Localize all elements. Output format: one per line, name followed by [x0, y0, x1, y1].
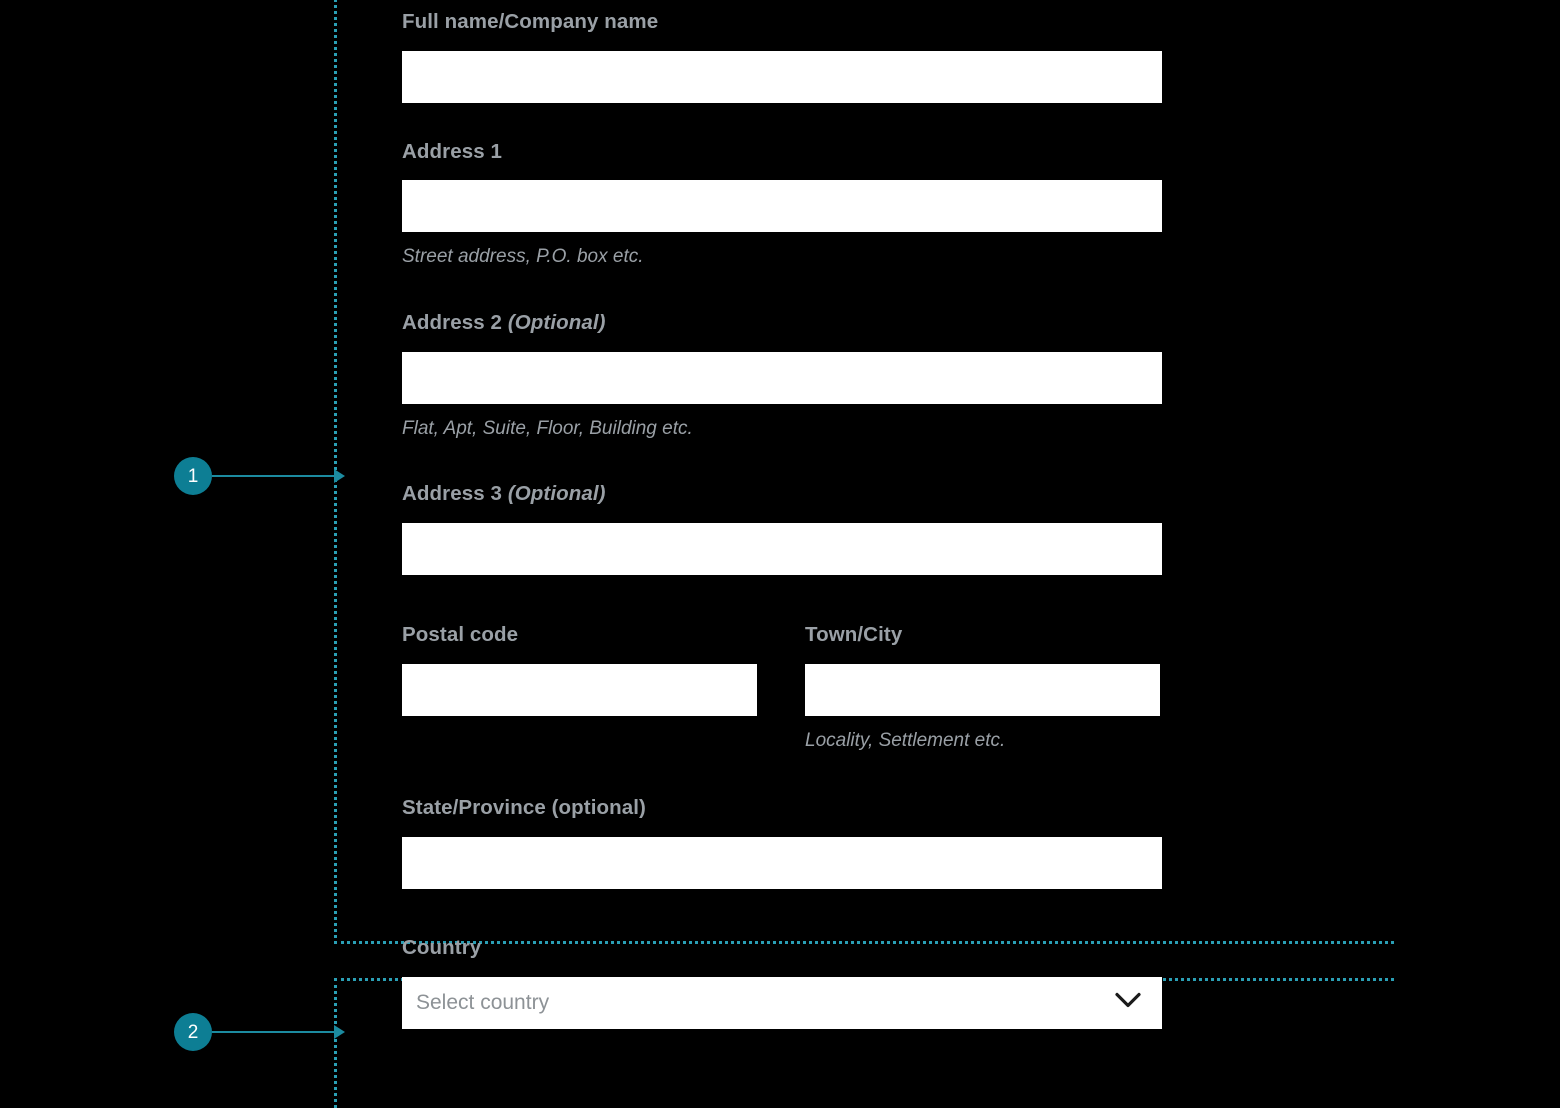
address-1-label: Address 1: [402, 139, 503, 163]
town-city-hint: Locality, Settlement etc.: [805, 729, 1006, 751]
address-1-input[interactable]: [402, 180, 1162, 232]
country-select[interactable]: [402, 977, 1162, 1029]
field-country: [402, 936, 1162, 1029]
callout-1-badge: 1: [174, 457, 212, 495]
field-address-2: [402, 311, 1162, 440]
state-province-label: State/Province (optional): [402, 796, 646, 820]
row-postal-town: [402, 623, 1162, 752]
address-3-label-optional: (Optional): [507, 482, 606, 506]
field-address-1: [402, 140, 1162, 269]
address-3-label-text: Address 3: [402, 482, 508, 506]
callout-1-arrow: [334, 469, 345, 483]
field-address-3: [402, 482, 1162, 575]
address-2-hint: Flat, Apt, Suite, Floor, Building etc.: [402, 417, 693, 439]
town-city-input[interactable]: [805, 664, 1160, 716]
callout-2-line: [212, 1031, 335, 1033]
column-spacer: [757, 623, 805, 752]
callout-2-badge: 2: [174, 1013, 212, 1051]
full-name-label: Full name/Company name: [402, 10, 659, 33]
address-2-label: [402, 311, 1162, 336]
field-postal-code: [402, 623, 757, 752]
address-2-label-text: Address 2: [402, 310, 508, 334]
state-province-input[interactable]: [402, 837, 1162, 889]
town-city-label: Town/City: [805, 622, 903, 646]
callout-1-line: [212, 475, 335, 477]
address-3-input[interactable]: [402, 523, 1162, 575]
field-town-city: [805, 623, 1160, 752]
country-select-value[interactable]: Select country: [402, 977, 1162, 1029]
address-3-label: [402, 482, 1162, 507]
address-form: [402, 0, 1162, 1029]
callout-2-arrow: [334, 1025, 345, 1039]
callout-1: [174, 457, 345, 495]
postal-code-label: Postal code: [402, 622, 519, 646]
full-name-input[interactable]: [402, 51, 1162, 103]
callout-2: [174, 1013, 345, 1051]
address-1-hint: Street address, P.O. box etc.: [402, 246, 644, 268]
country-label: Country: [402, 935, 482, 959]
address-2-label-optional: (Optional): [507, 310, 606, 334]
address-2-input[interactable]: [402, 352, 1162, 404]
field-state-province: [402, 796, 1162, 889]
field-full-name: [402, 10, 1162, 103]
postal-code-input[interactable]: [402, 664, 757, 716]
